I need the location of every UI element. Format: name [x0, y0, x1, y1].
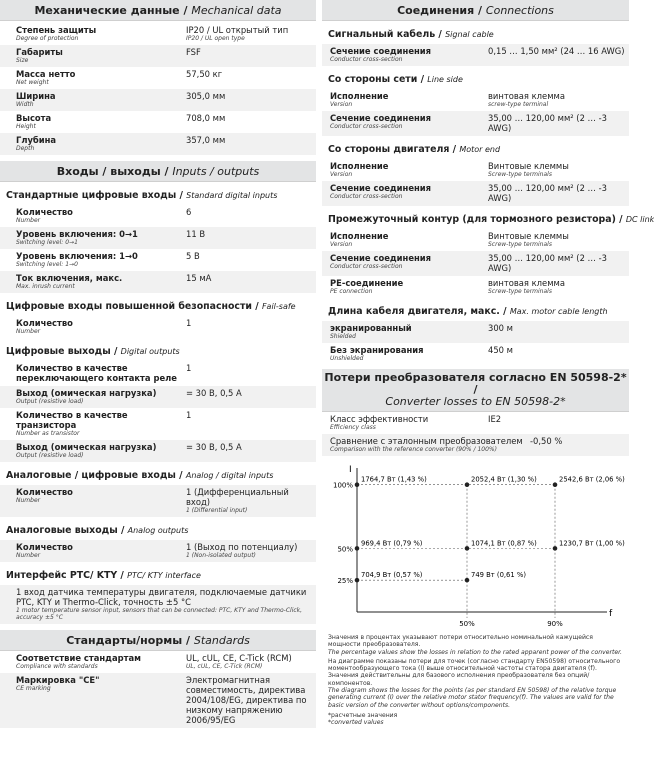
table-row: Выход (омическая нагрузка) Output (resistive load) = 30 В, 0,5 А: [0, 440, 316, 462]
subsection-line-side: Со стороны сети / Line side: [328, 74, 463, 85]
subsection-digital-outputs: Цифровые выходы / Digital outputs: [6, 346, 180, 357]
subsection-analog-outputs: Аналоговые выходы / Analog outputs: [6, 525, 189, 536]
ptc-description: 1 вход датчика температуры двигателя, подключаемые датчики PTC, KTY и Thermo-Click, точность ±5 °C 1 motor temperature sensor input, sensors that can be connected: PTC, KTY and Thermo-Click, accuracy ±5 °C: [0, 585, 316, 624]
subsection-cable-length: Длина кабеля двигателя, макс. / Max. motor cable length: [328, 306, 608, 317]
data-point: [355, 578, 360, 583]
table-row: Сечение соединения Conductor cross-section 35,00 … 120,00 мм² (2 … -3 AWG): [322, 181, 629, 206]
table-row: Количество в качестве транзистора Number as transistor 1: [16, 410, 192, 437]
table-row: Масса нетто Net weight 57,50 кг: [16, 69, 223, 86]
table-row: Исполнение Version винтовая клемма screw-type terminal: [330, 91, 565, 108]
chart-notes: Значения в процентах указывают потери относительно номинальной кажущейся мощности преобразователя. The percentage values show the losses in relation to the rated apparent power of the converter. На диаграмме показаны потери для точек (согласно стандарту EN50598) относительного моментообразующего тока (I) выше относительной частоты статора двигателя (f). Значения действительны для базового исполнения преобразователя без опций/компонентов. The diagram shows the losses for the points (as per standard EN 50598) of the relative torque generating current (I) over the relative motor stator frequency(f). The values are valid for the basic version of the converter without options/components. *расчетные значения *converted values: [328, 634, 622, 727]
data-label: 704,9 Вт (0,57 %): [361, 571, 423, 580]
table-row: Маркировка "CE" CE marking Электромагнитная совместимость, директива 2004/108/EG, директива по низкому напряжению 2006/95/EG: [0, 673, 316, 728]
section-header-losses: Потери преобразователя согласно EN 50598-2* / Converter losses to EN 50598-2*: [322, 369, 629, 412]
y-axis-label: I: [349, 465, 352, 475]
data-point: [355, 482, 360, 487]
subsection-failsafe: Цифровые входы повышенной безопасности / Fail-safe: [6, 301, 296, 312]
data-point: [465, 578, 470, 583]
table-row: Степень защиты Degree of protection IP20 / UL открытый тип IP20 / UL open type: [16, 25, 289, 42]
data-label: 1764,7 Вт (1,43 %): [361, 475, 427, 484]
data-label: 2542,6 Вт (2,06 %): [559, 475, 625, 484]
data-point: [553, 482, 558, 487]
data-point: [553, 546, 558, 551]
data-point: [465, 546, 470, 551]
data-point: [465, 482, 470, 487]
section-header-io: Входы / выходы / Inputs / outputs: [0, 161, 316, 182]
table-row: Сечение соединения Conductor cross-section 35,00 … 120,00 мм² (2 … -3 AWG): [322, 111, 629, 136]
subsection-ptc: Интерфейс PTC/ KTY / PTC/ KTY interface: [6, 570, 201, 581]
subsection-analog-inputs: Аналоговые / цифровые входы / Analog / digital inputs: [6, 470, 274, 481]
table-row: Класс эффективности Efficiency class IE2: [330, 414, 502, 431]
subsection-digital-inputs: Стандартные цифровые входы / Standard digital inputs: [6, 190, 278, 201]
table-row: Количество Number 1 (Дифференциальный вход) 1 (Differential input): [0, 485, 316, 517]
table-row: Ток включения, макс. Max. inrush current 15 мА: [0, 271, 316, 293]
loss-chart: [322, 462, 629, 634]
data-point: [355, 546, 360, 551]
y-tick-label: 100%: [332, 481, 353, 490]
table-row: Ширина Width 305,0 мм: [0, 89, 316, 111]
table-row: Уровень включения: 0→1 Switching level: 0→1 11 В: [0, 227, 316, 249]
table-row: Количество в качестве переключающего контакта реле 1: [16, 363, 192, 383]
section-header-connections: Соединения / Connections: [322, 0, 629, 21]
data-label: 749 Вт (0,61 %): [471, 571, 526, 580]
table-row: Соответствие стандартам Compliance with standards UL, cUL, CE, C-Tick (RCM) UL, cUL, CE, C-Tick (RCM): [16, 653, 292, 670]
table-row: Исполнение Version Винтовые клеммы Screw-type terminals: [330, 161, 569, 178]
subsection-dc-link: Промежуточный контур (для тормозного резистора) / DC link: [328, 214, 654, 225]
table-row: Уровень включения: 1→0 Switching level: 1→0 5 В: [16, 251, 200, 268]
data-label: 2052,4 Вт (1,30 %): [471, 475, 537, 484]
left-column: [0, 0, 316, 768]
table-row: Габариты Size FSF: [0, 45, 316, 67]
data-label: 1230,7 Вт (1,00 %): [559, 539, 625, 548]
table-row: Выход (омическая нагрузка) Output (resistive load) = 30 В, 0,5 А: [0, 386, 316, 408]
x-tick-label: 90%: [547, 620, 563, 628]
table-row: экранированный Shielded 300 м: [322, 321, 629, 343]
table-row: Количество Number 1: [16, 318, 192, 335]
table-row: Глубина Depth 357,0 мм: [0, 133, 316, 155]
section-header-mechanical: Механические данные / Mechanical data: [0, 0, 316, 21]
table-row: Сечение соединения Conductor cross-section 35,00 … 120,00 мм² (2 … -3 AWG): [322, 251, 629, 276]
right-column: [322, 0, 654, 768]
mech-table: [0, 23, 316, 155]
table-row: Высота Height 708,0 мм: [16, 113, 226, 130]
table-row: Без экранирования Unshielded 450 м: [330, 345, 513, 362]
table-row: Количество Number 6: [16, 207, 192, 224]
subsection-signal-cable: Сигнальный кабель / Signal cable: [328, 29, 494, 40]
table-row: PE-соединение PE connection винтовая клемма Screw-type terminals: [330, 278, 565, 295]
table-row: Сечение соединения Conductor cross-section 0,15 … 1,50 мм² (24 … 16 AWG): [322, 44, 629, 66]
x-tick-label: 50%: [459, 620, 475, 628]
data-label: 969,4 Вт (0,79 %): [361, 539, 423, 548]
table-row: Количество Number 1 (Выход по потенциалу) 1 (Non-isolated output): [0, 540, 316, 562]
subsection-motor-end: Со стороны двигателя / Motor end: [328, 144, 501, 155]
data-label: 1074,1 Вт (0,87 %): [471, 539, 537, 548]
y-tick-label: 25%: [337, 577, 353, 586]
x-axis-label: f: [609, 609, 613, 619]
section-header-standards: Стандарты/нормы / Standards: [0, 630, 316, 651]
table-row: Исполнение Version Винтовые клеммы Screw-type terminals: [330, 231, 569, 248]
table-row: Сравнение с эталонным преобразователем Comparison with the reference converter (90% / 100%) -0,50 %: [322, 434, 629, 456]
y-tick-label: 50%: [337, 545, 353, 554]
